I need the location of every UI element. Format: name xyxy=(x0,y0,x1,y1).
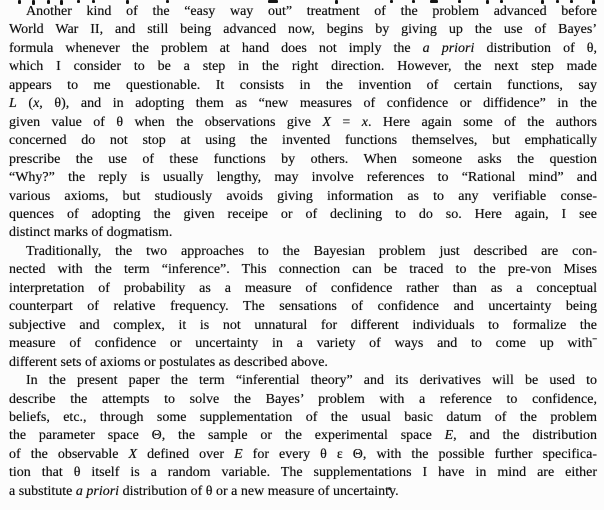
italic-text-segment: X xyxy=(322,114,331,130)
italic-text-segment: L xyxy=(9,96,17,112)
text-segment: distribution of θ or a new measure of uncertainty. xyxy=(119,483,399,499)
text-line xyxy=(9,280,597,298)
italic-text-segment: a priori xyxy=(75,483,120,499)
text-segment: tion that θ itself is a random variable. The supplementations I have in mind are either xyxy=(9,465,597,481)
text-line xyxy=(9,95,597,113)
italic-text-segment: x xyxy=(361,114,368,130)
text-segment: describe the attempts to solve the Bayes’ problem with a reference to confidence, xyxy=(9,391,597,407)
text-line xyxy=(9,206,597,224)
text-segment: distribution of θ, xyxy=(474,40,597,56)
text-line xyxy=(9,169,597,187)
text-line xyxy=(9,409,597,427)
text-segment: appears to me questionable. It consists in the invention of certain functions, say xyxy=(9,77,597,93)
text-segment: distinct marks of dogmatism. xyxy=(9,225,173,241)
text-block xyxy=(9,3,597,501)
text-line xyxy=(9,188,597,206)
text-line xyxy=(9,391,597,409)
text-segment: In the present paper the term “inferential theory” and its derivatives will be used to xyxy=(26,373,597,389)
text-segment: formula whenever the problem at hand does not imply the xyxy=(9,40,423,56)
text-line xyxy=(9,77,597,95)
text-segment: various axioms, but studiously avoids giving information as to any verifiable conse- xyxy=(9,188,597,204)
text-segment: the parameter space Θ, the sample or the experimental space xyxy=(9,428,445,444)
text-line xyxy=(9,58,597,76)
text-segment: , and the distribution xyxy=(453,428,597,444)
text-segment: = xyxy=(330,114,362,130)
text-segment: World War II, and still being advanced now, begins by giving up the use of Bayes’ xyxy=(9,22,597,38)
text-segment: defined over xyxy=(137,446,235,462)
text-segment: Traditionally, the two approaches to the Bayesian problem just described are con- xyxy=(26,243,597,259)
italic-text-segment: a priori xyxy=(422,40,475,56)
text-line xyxy=(9,464,597,482)
text-segment: nected with the term “inference”. This connection can be traced to the pre-von Mises xyxy=(9,262,597,278)
paragraph xyxy=(9,372,597,501)
text-line xyxy=(9,261,597,279)
paragraph xyxy=(9,3,597,243)
text-line xyxy=(9,354,597,372)
text-line xyxy=(9,132,597,150)
text-line xyxy=(9,3,597,21)
text-segment: Another kind of the “easy way out” treatment of the problem advanced before xyxy=(26,4,597,19)
text-segment: measure of confidence or uncertainty in a variety of ways and to come up with xyxy=(9,336,593,352)
italic-text-segment: E xyxy=(234,446,243,462)
text-segment: for every θ ε Θ, with the possible further specifica- xyxy=(242,446,597,462)
text-segment: different sets of axioms or postulates as described above. xyxy=(9,354,328,370)
text-line xyxy=(9,224,597,242)
text-segment: counterpart of relative frequency. The sensations of confidence and uncertainty being xyxy=(9,299,597,315)
text-segment: subjective and complex, it is not unnatural for different individuals to formalize the xyxy=(9,317,597,333)
text-segment: given value of θ when the observations give xyxy=(9,114,323,130)
text-segment: interpretation of probability as a measure of confidence rather than as a conceptual xyxy=(9,280,597,296)
text-line xyxy=(9,298,597,316)
text-line xyxy=(9,372,597,390)
text-line xyxy=(9,446,597,464)
text-line xyxy=(9,335,597,353)
italic-text-segment: X xyxy=(128,446,138,462)
text-line xyxy=(9,21,597,39)
text-segment: quences of adopting the given receipe or of declining to do so. Here again, I see xyxy=(9,206,597,222)
text-segment: concerned do not stop at using the invented functions themselves, but emphatically xyxy=(9,133,597,149)
text-line xyxy=(9,114,597,132)
text-segment: ( xyxy=(16,96,34,112)
italic-text-segment: E xyxy=(444,428,454,444)
text-line xyxy=(9,243,597,261)
text-line xyxy=(9,317,597,335)
text-line xyxy=(9,483,597,501)
text-segment: a substitute xyxy=(9,483,76,499)
scan-tick-artifact: ˉ xyxy=(592,336,597,352)
text-segment: prescribe the use of these functions by others. When someone asks the question xyxy=(9,151,597,167)
italic-text-segment: x xyxy=(33,96,40,112)
text-segment: of the observable xyxy=(9,446,129,462)
text-segment: . Here again some of the authors xyxy=(367,114,597,130)
text-segment: , θ), and in adopting them as “new measures of confidence or diffidence” in the xyxy=(39,96,597,112)
text-segment: “Why?” the reply is usually lengthy, may involve references to “Rational mind” and xyxy=(9,170,597,186)
text-line xyxy=(9,40,597,58)
text-segment: which I consider to be a step in the right direction. However, the next step made xyxy=(9,59,597,75)
text-line xyxy=(9,427,597,445)
text-segment: beliefs, etc., through some supplementation of the usual basic datum of the problem xyxy=(9,409,597,425)
text-line xyxy=(9,151,597,169)
paragraph xyxy=(9,243,597,372)
